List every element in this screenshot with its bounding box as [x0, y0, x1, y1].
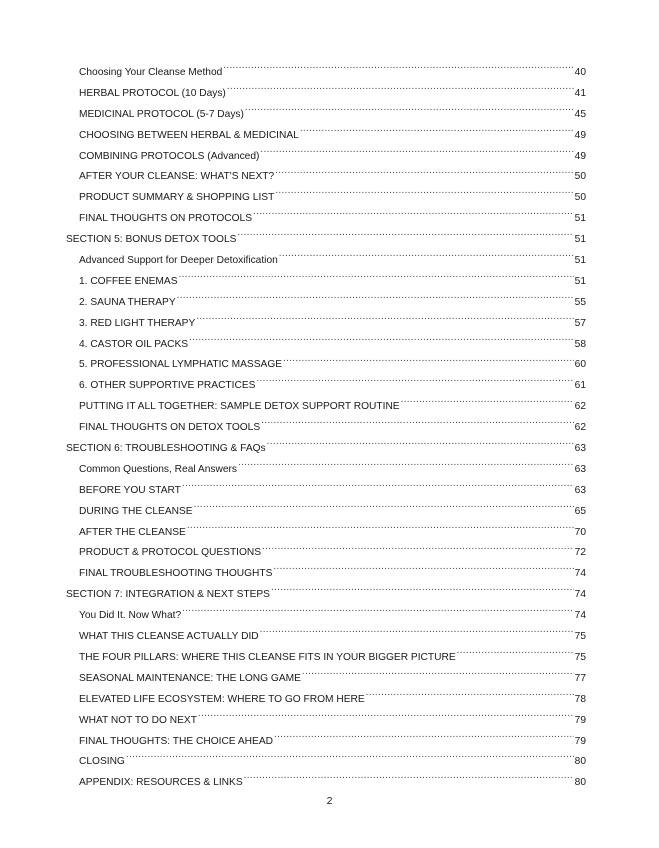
toc-entry-page-number: 55 — [574, 296, 586, 308]
toc-entry-page-number: 63 — [574, 484, 586, 496]
toc-entry[interactable] — [66, 606, 586, 627]
dot-leader — [302, 671, 574, 681]
toc-entry-page-number: 75 — [574, 631, 586, 643]
toc-entry[interactable] — [66, 209, 586, 230]
toc-entry[interactable] — [66, 502, 586, 523]
toc-entry-page-number: 40 — [574, 67, 586, 78]
toc-entry-page-number: 45 — [574, 108, 586, 120]
toc-entry[interactable] — [66, 376, 586, 397]
toc-entry-label: FINAL THOUGHTS ON PROTOCOLS — [79, 213, 253, 225]
toc-entry[interactable] — [66, 752, 586, 773]
toc-entry-page-number: 79 — [574, 714, 586, 726]
toc-entry[interactable] — [66, 481, 586, 502]
toc-entry-label: DURING THE CLEANSE — [79, 505, 193, 517]
dot-leader — [253, 211, 574, 221]
toc-entry-label: AFTER THE CLEANSE — [79, 526, 186, 538]
toc-entry[interactable] — [66, 711, 586, 732]
dot-leader — [262, 545, 574, 555]
dot-leader — [275, 190, 573, 200]
toc-entry[interactable] — [66, 84, 586, 105]
toc-entry-label: SECTION 6: TROUBLESHOOTING & FAQs — [66, 443, 266, 455]
toc-entry-label: 2. SAUNA THERAPY — [79, 296, 176, 308]
toc-entry[interactable] — [66, 669, 586, 690]
toc-entry-page-number: 65 — [574, 505, 586, 517]
toc-entry-label: Advanced Support for Deeper Detoxification — [79, 255, 278, 267]
toc-entry-page-number: 62 — [574, 422, 586, 434]
toc-entry[interactable] — [66, 63, 586, 84]
dot-leader — [279, 253, 574, 263]
toc-entry-label: WHAT THIS CLEANSE ACTUALLY DID — [79, 631, 259, 643]
toc-entry-label: SEASONAL MAINTENANCE: THE LONG GAME — [79, 672, 301, 684]
dot-leader — [182, 608, 574, 618]
dot-leader — [198, 713, 574, 723]
toc-entry-page-number: 57 — [574, 317, 586, 329]
toc-entry-label: 3. RED LIGHT THERAPY — [79, 317, 196, 329]
toc-entry-label: 4. CASTOR OIL PACKS — [79, 338, 189, 350]
toc-entry-label: PRODUCT SUMMARY & SHOPPING LIST — [79, 192, 275, 204]
toc-entry-page-number: 41 — [574, 87, 586, 99]
toc-entry-page-number: 51 — [574, 275, 586, 287]
toc-entry-page-number: 49 — [574, 150, 586, 162]
toc-entry-page-number: 61 — [574, 380, 586, 392]
toc-entry-page-number: 51 — [574, 234, 586, 246]
toc-entry[interactable] — [66, 251, 586, 272]
dot-leader — [244, 775, 574, 785]
dot-leader — [223, 65, 573, 75]
toc-entry-page-number: 72 — [574, 547, 586, 559]
toc-entry[interactable] — [66, 648, 586, 669]
dot-leader — [271, 587, 574, 597]
toc-entry[interactable] — [66, 564, 586, 585]
toc-entry-page-number: 63 — [574, 443, 586, 455]
toc-entry[interactable] — [66, 188, 586, 209]
toc-entry-page-number: 49 — [574, 129, 586, 141]
toc-entry-label: 6. OTHER SUPPORTIVE PRACTICES — [79, 380, 256, 392]
toc-entry-label: WHAT NOT TO DO NEXT — [79, 714, 197, 726]
toc-entry[interactable] — [66, 335, 586, 356]
toc-entry-label: FINAL THOUGHTS ON DETOX TOOLS — [79, 422, 261, 434]
toc-entry[interactable] — [66, 293, 586, 314]
toc-entry[interactable] — [66, 105, 586, 126]
dot-leader — [245, 107, 574, 117]
toc-entry-page-number: 78 — [574, 693, 586, 705]
toc-entry-label: MEDICINAL PROTOCOL (5-7 Days) — [79, 108, 244, 120]
toc-entry-page-number: 74 — [574, 610, 586, 622]
dot-leader — [283, 357, 574, 367]
dot-leader — [196, 316, 573, 326]
toc-entry[interactable] — [66, 355, 586, 376]
toc-entry[interactable] — [66, 627, 586, 648]
toc-section-entry[interactable] — [66, 230, 586, 251]
dot-leader — [187, 525, 574, 535]
dot-leader — [260, 629, 574, 639]
page-number: 2 — [326, 795, 333, 807]
toc-entry-label: COMBINING PROTOCOLS (Advanced) — [79, 150, 260, 162]
dot-leader — [273, 566, 573, 576]
toc-entry-page-number: 63 — [574, 463, 586, 475]
toc-entry-label: HERBAL PROTOCOL (10 Days) — [79, 87, 226, 99]
dot-leader — [275, 169, 573, 179]
toc-entry-label: THE FOUR PILLARS: WHERE THIS CLEANSE FITS IN YOUR BIGGER PICTURE — [79, 651, 456, 663]
dot-leader — [177, 295, 574, 305]
toc-entry-label: 1. COFFEE ENEMAS — [79, 275, 178, 287]
toc-entry-page-number: 50 — [574, 171, 586, 183]
toc-entry[interactable] — [66, 418, 586, 439]
toc-entry-label: SECTION 5: BONUS DETOX TOOLS — [66, 234, 237, 246]
toc-section-entry[interactable] — [66, 585, 586, 606]
toc-entry-page-number: 77 — [574, 672, 586, 684]
dot-leader — [256, 378, 573, 388]
toc-entry-page-number: 50 — [574, 192, 586, 204]
dot-leader — [457, 650, 574, 660]
toc-entry-page-number: 62 — [574, 401, 586, 413]
toc-entry-label: FINAL THOUGHTS: THE CHOICE AHEAD — [79, 735, 273, 747]
toc-entry-page-number: 51 — [574, 255, 586, 267]
dot-leader — [366, 692, 574, 702]
toc-entry-label: CHOOSING BETWEEN HERBAL & MEDICINAL — [79, 129, 299, 141]
toc-entry-page-number: 80 — [574, 756, 586, 768]
toc-entry-label: ELEVATED LIFE ECOSYSTEM: WHERE TO GO FROM HERE — [79, 693, 365, 705]
toc-entry-page-number: 58 — [574, 338, 586, 350]
toc-entry-label: APPENDIX: RESOURCES & LINKS — [79, 777, 243, 789]
dot-leader — [401, 399, 574, 409]
toc-entry-page-number: 74 — [574, 589, 586, 601]
dot-leader — [194, 504, 574, 514]
toc-section-entry[interactable] — [66, 439, 586, 460]
toc-entry-label: PUTTING IT ALL TOGETHER: SAMPLE DETOX SUPPORT ROUTINE — [79, 401, 400, 413]
toc-entry[interactable] — [66, 543, 586, 564]
dot-leader — [300, 128, 574, 138]
toc-entry[interactable] — [66, 690, 586, 711]
toc-entry-label: FINAL TROUBLESHOOTING THOUGHTS — [79, 568, 273, 580]
dot-leader — [238, 462, 574, 472]
toc-entry-label: BEFORE YOU START — [79, 484, 181, 496]
dot-leader — [237, 232, 573, 242]
toc-entry-label: Common Questions, Real Answers — [79, 463, 237, 475]
dot-leader — [274, 734, 574, 744]
toc-entry-page-number: 60 — [574, 359, 586, 371]
toc-entry[interactable] — [66, 126, 586, 147]
toc-entry-label: AFTER YOUR CLEANSE: WHAT'S NEXT? — [79, 171, 275, 183]
dot-leader — [267, 441, 574, 451]
dot-leader — [260, 149, 573, 159]
toc-entry[interactable] — [66, 773, 586, 794]
dot-leader — [189, 337, 574, 347]
toc-entry[interactable] — [66, 167, 586, 188]
toc-entry-label: Choosing Your Cleanse Method — [79, 67, 223, 78]
toc-entry-label: You Did It. Now What? — [79, 610, 182, 622]
dot-leader — [261, 420, 574, 430]
dot-leader — [126, 754, 574, 764]
toc-entry-page-number: 70 — [574, 526, 586, 538]
toc-entry-label: SECTION 7: INTEGRATION & NEXT STEPS — [66, 589, 270, 601]
toc-entry-page-number: 51 — [574, 213, 586, 225]
toc-entry[interactable] — [66, 147, 586, 168]
toc-entry-page-number: 74 — [574, 568, 586, 580]
toc-entry[interactable] — [66, 272, 586, 293]
toc-entry-label: CLOSING — [79, 756, 125, 768]
dot-leader — [182, 483, 574, 493]
toc-entry-page-number: 79 — [574, 735, 586, 747]
toc-entry[interactable] — [66, 460, 586, 481]
toc-entry-page-number: 75 — [574, 651, 586, 663]
toc-entry[interactable] — [66, 732, 586, 753]
toc-entry-label: 5. PROFESSIONAL LYMPHATIC MASSAGE — [79, 359, 283, 371]
toc-entry-label: PRODUCT & PROTOCOL QUESTIONS — [79, 547, 262, 559]
toc-entry[interactable] — [66, 314, 586, 335]
dot-leader — [227, 86, 574, 96]
toc-entry[interactable] — [66, 397, 586, 418]
toc-entry-page-number: 80 — [574, 777, 586, 789]
dot-leader — [179, 274, 574, 284]
table-of-contents — [66, 63, 586, 794]
toc-entry[interactable] — [66, 523, 586, 544]
